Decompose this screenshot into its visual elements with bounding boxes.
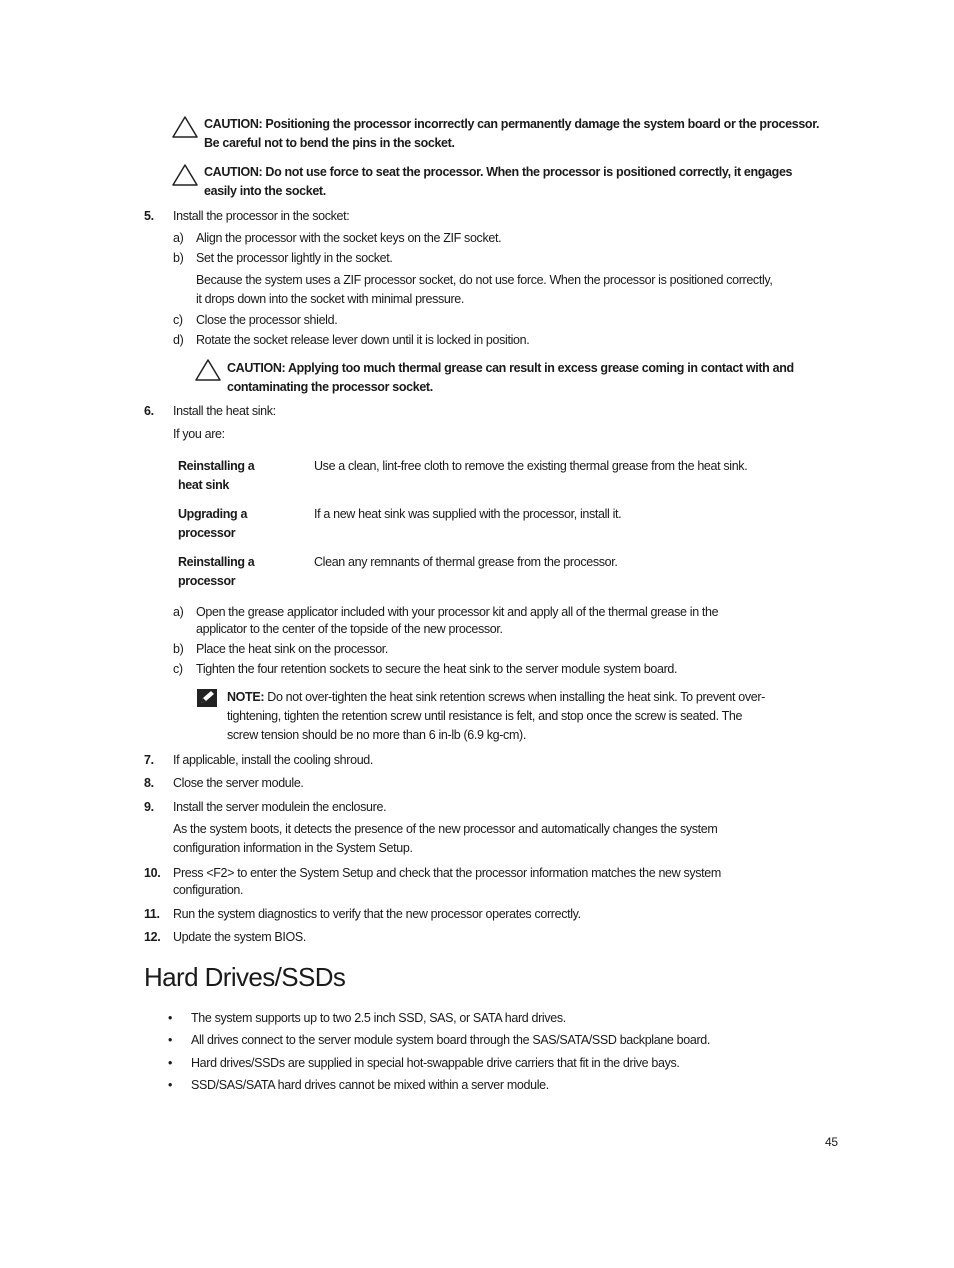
substep-letter: a) — [173, 605, 184, 619]
substep-letter: a) — [173, 231, 184, 245]
table-label: Upgrading a — [178, 507, 248, 521]
table-cell: If a new heat sink was supplied with the processor, install it. — [314, 507, 622, 521]
note-line: Do not over-tighten the heat sink retention screws when installing the heat sink. To prevent over- — [267, 690, 765, 704]
caution-icon — [171, 115, 199, 139]
substep-letter: d) — [173, 333, 184, 347]
step-number: 11. — [144, 907, 160, 921]
step-text: Update the system BIOS. — [173, 930, 306, 944]
bullet-marker: • — [168, 1078, 173, 1092]
step-number: 8. — [144, 776, 154, 790]
substep-text: Set the processor lightly in the socket. — [196, 251, 393, 265]
step-text: If applicable, install the cooling shroud. — [173, 753, 374, 767]
substep-text: Tighten the four retention sockets to secure the heat sink to the server module system board. — [196, 662, 678, 676]
substep-text: applicator to the center of the topside of the new processor. — [196, 622, 503, 636]
step-paragraph: If you are: — [173, 427, 225, 441]
note-line: tightening, tighten the retention screw until resistance is felt, and stop once the screw is seated. The — [227, 709, 743, 723]
note-text — [227, 688, 765, 707]
table-cell: Clean any remnants of thermal grease from the processor. — [314, 555, 618, 569]
step-text: configuration. — [173, 883, 244, 897]
table-cell: Use a clean, lint-free cloth to remove the existing thermal grease from the heat sink. — [314, 459, 748, 473]
table-label: heat sink — [178, 478, 230, 492]
bullet-item: Hard drives/SSDs are supplied in special hot-swappable drive carriers that fit in the drive bays. — [191, 1056, 680, 1070]
note-label: NOTE: — [227, 690, 265, 704]
substep-paragraph: Because the system uses a ZIF processor socket, do not use force. When the processor is positioned correctly, — [196, 273, 773, 287]
table-label: processor — [178, 574, 236, 588]
bullet-item: The system supports up to two 2.5 inch SSD, SAS, or SATA hard drives. — [191, 1011, 566, 1025]
step-text: Press <F2> to enter the System Setup and check that the processor information matches the new system — [173, 866, 721, 880]
substep-paragraph: it drops down into the socket with minimal pressure. — [196, 292, 465, 306]
step-text: Install the processor in the socket: — [173, 209, 350, 223]
step-number: 5. — [144, 209, 154, 223]
table-label: Reinstalling a — [178, 555, 255, 569]
bullet-item: All drives connect to the server module system board through the SAS/SATA/SSD backplane board. — [191, 1033, 711, 1047]
step-text: Run the system diagnostics to verify that the new processor operates correctly. — [173, 907, 581, 921]
step-number: 7. — [144, 753, 154, 767]
caution-text: CAUTION: Positioning the processor incorrectly can permanently damage the system board or the processor. — [204, 117, 820, 131]
caution-icon — [194, 358, 222, 382]
step-text: Install the heat sink: — [173, 404, 276, 418]
step-number: 10. — [144, 866, 161, 880]
substep-text: Align the processor with the socket keys on the ZIF socket. — [196, 231, 502, 245]
step-number: 12. — [144, 930, 161, 944]
table-label: processor — [178, 526, 236, 540]
substep-letter: c) — [173, 662, 183, 676]
step-text: Install the server modulein the enclosure. — [173, 800, 387, 814]
substep-text: Open the grease applicator included with your processor kit and apply all of the thermal grease in the — [196, 605, 719, 619]
step-number: 9. — [144, 800, 154, 814]
bullet-marker: • — [168, 1033, 173, 1047]
bullet-marker: • — [168, 1056, 173, 1070]
caution-text: easily into the socket. — [204, 184, 326, 198]
substep-text: Rotate the socket release lever down until it is locked in position. — [196, 333, 530, 347]
substep-letter: b) — [173, 642, 184, 656]
step-paragraph: configuration information in the System Setup. — [173, 841, 413, 855]
step-paragraph: As the system boots, it detects the presence of the new processor and automatically changes the system — [173, 822, 718, 836]
section-heading: Hard Drives/SSDs — [144, 962, 346, 992]
substep-letter: b) — [173, 251, 184, 265]
note-line: screw tension should be no more than 6 in-lb (6.9 kg-cm). — [227, 728, 526, 742]
step-text: Close the server module. — [173, 776, 304, 790]
caution-text: Be careful not to bend the pins in the socket. — [204, 136, 455, 150]
caution-text: CAUTION: Do not use force to seat the processor. When the processor is positioned correctly, it engages — [204, 165, 793, 179]
substep-text: Place the heat sink on the processor. — [196, 642, 389, 656]
bullet-item: SSD/SAS/SATA hard drives cannot be mixed within a server module. — [191, 1078, 549, 1092]
bullet-marker: • — [168, 1011, 173, 1025]
caution-text: CAUTION: Applying too much thermal grease can result in excess grease coming in contact with and — [227, 361, 794, 375]
caution-text: contaminating the processor socket. — [227, 380, 433, 394]
page-number: 45 — [825, 1135, 838, 1149]
note-pencil-icon — [196, 688, 218, 708]
caution-icon — [171, 163, 199, 187]
table-label: Reinstalling a — [178, 459, 255, 473]
substep-text: Close the processor shield. — [196, 313, 338, 327]
substep-letter: c) — [173, 313, 183, 327]
step-number: 6. — [144, 404, 154, 418]
